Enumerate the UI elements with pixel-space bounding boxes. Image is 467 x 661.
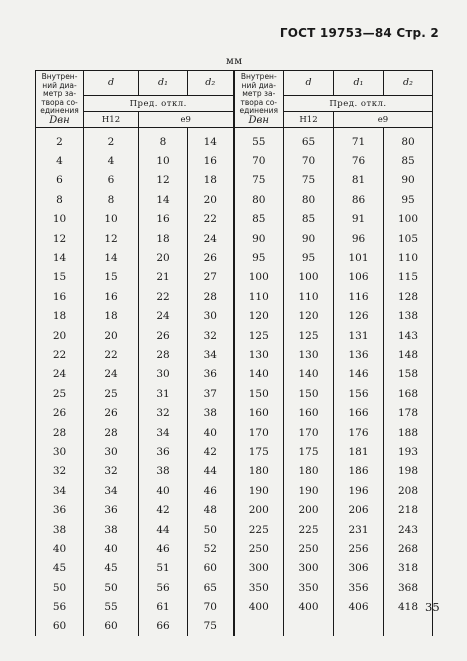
table-cell: 95 bbox=[384, 190, 433, 209]
table-cell: 38 bbox=[188, 403, 234, 422]
table-cell: 22 bbox=[36, 345, 84, 364]
table-cell: 95 bbox=[284, 248, 334, 267]
table-cell: 8 bbox=[139, 128, 188, 152]
table-cell: 206 bbox=[334, 500, 384, 519]
table-cell: 31 bbox=[139, 384, 188, 403]
table-cell: 56 bbox=[139, 578, 188, 597]
table-cell bbox=[284, 617, 334, 636]
right-tol-d: H12 bbox=[284, 112, 334, 128]
table-cell: 50 bbox=[84, 578, 139, 597]
table-cell: 8 bbox=[84, 190, 139, 209]
table-cell: 6 bbox=[84, 171, 139, 190]
table-row bbox=[36, 345, 433, 364]
table-cell: 106 bbox=[334, 268, 384, 287]
table-cell: 200 bbox=[234, 500, 284, 519]
table-cell: 156 bbox=[334, 384, 384, 403]
table-cell: 60 bbox=[84, 617, 139, 636]
table-cell: 130 bbox=[284, 345, 334, 364]
table-cell: 170 bbox=[284, 423, 334, 442]
gost-page-header: ГОСТ 19753—84 Стр. 2 bbox=[279, 26, 439, 40]
table-cell: 22 bbox=[139, 287, 188, 306]
table-cell: 85 bbox=[284, 210, 334, 229]
table-cell: 38 bbox=[84, 520, 139, 539]
table-cell: 46 bbox=[188, 481, 234, 500]
table-cell: 4 bbox=[84, 151, 139, 170]
table-cell: 16 bbox=[36, 287, 84, 306]
table-cell: 356 bbox=[334, 578, 384, 597]
table-cell: 140 bbox=[284, 365, 334, 384]
table-cell: 86 bbox=[334, 190, 384, 209]
table-cell: 85 bbox=[384, 151, 433, 170]
left-row-header-line: твора со- bbox=[41, 97, 78, 107]
table-row bbox=[36, 190, 433, 209]
table-cell: 36 bbox=[84, 500, 139, 519]
table-cell: 105 bbox=[384, 229, 433, 248]
table-cell: 256 bbox=[334, 539, 384, 558]
table-cell: 300 bbox=[234, 559, 284, 578]
table-cell: 20 bbox=[188, 190, 234, 209]
table-cell: 65 bbox=[284, 128, 334, 152]
table-cell: 40 bbox=[84, 539, 139, 558]
table-cell: 160 bbox=[234, 403, 284, 422]
table-cell: 50 bbox=[36, 578, 84, 597]
table-cell: 300 bbox=[284, 559, 334, 578]
table-row bbox=[36, 307, 433, 326]
table-cell: 61 bbox=[139, 597, 188, 616]
table-row bbox=[36, 617, 433, 636]
left-tol-d: H12 bbox=[84, 112, 139, 128]
table-cell: 28 bbox=[84, 423, 139, 442]
table-cell: 75 bbox=[284, 171, 334, 190]
right-row-header-line: твора со- bbox=[240, 97, 278, 107]
table-cell: 418 bbox=[384, 597, 433, 616]
table-cell: 10 bbox=[36, 210, 84, 229]
table-cell: 350 bbox=[284, 578, 334, 597]
table-cell: 40 bbox=[36, 539, 84, 558]
table-cell: 193 bbox=[384, 442, 433, 461]
table-cell: 2 bbox=[36, 128, 84, 152]
table-cell: 143 bbox=[384, 326, 433, 345]
table-cell: 12 bbox=[139, 171, 188, 190]
table-cell: 400 bbox=[234, 597, 284, 616]
table-cell: 25 bbox=[84, 384, 139, 403]
table-cell: 51 bbox=[139, 559, 188, 578]
table-cell: 170 bbox=[234, 423, 284, 442]
table-cell: 80 bbox=[284, 190, 334, 209]
table-cell: 138 bbox=[384, 307, 433, 326]
table-cell: 4 bbox=[36, 151, 84, 170]
table-cell: 60 bbox=[188, 559, 234, 578]
table-cell: 125 bbox=[284, 326, 334, 345]
table-row bbox=[36, 365, 433, 384]
table-cell: 40 bbox=[139, 481, 188, 500]
left-deviation-label: Пред. откл. bbox=[84, 95, 234, 112]
table-cell: 18 bbox=[139, 229, 188, 248]
table-cell: 95 bbox=[234, 248, 284, 267]
table-cell: 125 bbox=[234, 326, 284, 345]
unit-label: мм bbox=[226, 56, 243, 67]
left-row-header-line: единения bbox=[40, 106, 79, 115]
table-cell bbox=[334, 617, 384, 636]
table-cell: 70 bbox=[234, 151, 284, 170]
table-cell: 90 bbox=[284, 229, 334, 248]
table-row bbox=[36, 442, 433, 461]
table-cell: 22 bbox=[188, 210, 234, 229]
table-cell: 34 bbox=[84, 481, 139, 500]
left-row-header-line: Внутрен- bbox=[41, 72, 78, 81]
table-cell: 50 bbox=[188, 520, 234, 539]
table-cell: 42 bbox=[139, 500, 188, 519]
table-cell: 15 bbox=[84, 268, 139, 287]
table-cell: 178 bbox=[384, 403, 433, 422]
table-cell: 101 bbox=[334, 248, 384, 267]
table-cell: 80 bbox=[234, 190, 284, 209]
right-row-header-line: метр за- bbox=[242, 89, 276, 98]
right-row-header bbox=[234, 71, 284, 128]
table-cell: 14 bbox=[84, 248, 139, 267]
table-cell: 55 bbox=[84, 597, 139, 616]
table-cell: 166 bbox=[334, 403, 384, 422]
table-row bbox=[36, 210, 433, 229]
table-cell: 20 bbox=[36, 326, 84, 345]
table-cell: 116 bbox=[334, 287, 384, 306]
table-cell: 175 bbox=[234, 442, 284, 461]
table-header bbox=[36, 71, 433, 128]
table-row bbox=[36, 539, 433, 558]
table-row bbox=[36, 248, 433, 267]
table-cell: 27 bbox=[188, 268, 234, 287]
table-cell: 175 bbox=[284, 442, 334, 461]
table-cell: 115 bbox=[384, 268, 433, 287]
left-col-d1: d₁ bbox=[139, 71, 188, 96]
table-cell: 44 bbox=[139, 520, 188, 539]
table-cell: 100 bbox=[384, 210, 433, 229]
table-cell: 38 bbox=[36, 520, 84, 539]
table-cell: 46 bbox=[139, 539, 188, 558]
table-cell: 90 bbox=[384, 171, 433, 190]
table-cell: 16 bbox=[188, 151, 234, 170]
table-cell: 200 bbox=[284, 500, 334, 519]
table-cell: 196 bbox=[334, 481, 384, 500]
table-cell: 90 bbox=[234, 229, 284, 248]
table-cell: 40 bbox=[188, 423, 234, 442]
table-cell: 44 bbox=[188, 462, 234, 481]
table-cell: 36 bbox=[36, 500, 84, 519]
table-cell: 55 bbox=[234, 128, 284, 152]
table-row bbox=[36, 500, 433, 519]
table-cell: 400 bbox=[284, 597, 334, 616]
right-row-header-line: единения bbox=[239, 106, 278, 115]
table-cell: 14 bbox=[188, 128, 234, 152]
table-cell: 231 bbox=[334, 520, 384, 539]
table-cell: 32 bbox=[36, 462, 84, 481]
table-cell: 190 bbox=[234, 481, 284, 500]
table-cell: 20 bbox=[139, 248, 188, 267]
table-cell: 186 bbox=[334, 462, 384, 481]
left-tol-d2: e9 bbox=[139, 112, 234, 128]
table-row bbox=[36, 481, 433, 500]
table-cell: 250 bbox=[234, 539, 284, 558]
table-cell: 140 bbox=[234, 365, 284, 384]
table-row bbox=[36, 520, 433, 539]
left-row-header bbox=[36, 71, 84, 128]
table-cell: 71 bbox=[334, 128, 384, 152]
table-cell: 6 bbox=[36, 171, 84, 190]
table-cell: 30 bbox=[84, 442, 139, 461]
right-col-d2: d₂ bbox=[384, 71, 433, 96]
left-row-header-symbol: Dвн bbox=[49, 114, 70, 126]
table-cell: 2 bbox=[84, 128, 139, 152]
table-cell: 75 bbox=[188, 617, 234, 636]
table-cell: 110 bbox=[284, 287, 334, 306]
table-cell: 48 bbox=[188, 500, 234, 519]
table-cell: 45 bbox=[84, 559, 139, 578]
right-deviation-label: Пред. откл. bbox=[284, 95, 433, 112]
table-cell: 306 bbox=[334, 559, 384, 578]
table-cell bbox=[384, 617, 433, 636]
table-cell: 180 bbox=[284, 462, 334, 481]
table-cell: 28 bbox=[36, 423, 84, 442]
right-col-d1: d₁ bbox=[334, 71, 384, 96]
table-cell: 110 bbox=[234, 287, 284, 306]
table-cell: 28 bbox=[188, 287, 234, 306]
left-row-header-line: ний диа- bbox=[42, 80, 77, 90]
table-cell: 218 bbox=[384, 500, 433, 519]
table-cell: 52 bbox=[188, 539, 234, 558]
table-cell: 10 bbox=[84, 210, 139, 229]
table-cell: 158 bbox=[384, 365, 433, 384]
left-col-d2: d₂ bbox=[188, 71, 234, 96]
table-cell: 70 bbox=[188, 597, 234, 616]
page-number: 35 bbox=[425, 600, 440, 614]
table-cell bbox=[234, 617, 284, 636]
table-cell: 20 bbox=[84, 326, 139, 345]
table-row bbox=[36, 423, 433, 442]
table-cell: 56 bbox=[36, 597, 84, 616]
table-cell: 18 bbox=[188, 171, 234, 190]
table-cell: 150 bbox=[234, 384, 284, 403]
table-cell: 100 bbox=[234, 268, 284, 287]
table-cell: 225 bbox=[284, 520, 334, 539]
table-cell: 38 bbox=[139, 462, 188, 481]
table-cell: 250 bbox=[284, 539, 334, 558]
table-row bbox=[36, 326, 433, 345]
table-cell: 26 bbox=[84, 403, 139, 422]
table-cell: 120 bbox=[234, 307, 284, 326]
table-cell: 14 bbox=[139, 190, 188, 209]
table-cell: 350 bbox=[234, 578, 284, 597]
table-cell: 32 bbox=[139, 403, 188, 422]
table-cell: 26 bbox=[188, 248, 234, 267]
table-cell: 100 bbox=[284, 268, 334, 287]
table-cell: 146 bbox=[334, 365, 384, 384]
table-cell: 75 bbox=[234, 171, 284, 190]
table-cell: 176 bbox=[334, 423, 384, 442]
table-cell: 130 bbox=[234, 345, 284, 364]
table-cell: 25 bbox=[36, 384, 84, 403]
table-cell: 26 bbox=[36, 403, 84, 422]
table-cell: 150 bbox=[284, 384, 334, 403]
table-row bbox=[36, 462, 433, 481]
table-row bbox=[36, 229, 433, 248]
table-cell: 12 bbox=[36, 229, 84, 248]
table-cell: 18 bbox=[84, 307, 139, 326]
table-cell: 10 bbox=[139, 151, 188, 170]
table-cell: 60 bbox=[36, 617, 84, 636]
table-row bbox=[36, 268, 433, 287]
table-cell: 96 bbox=[334, 229, 384, 248]
table-cell: 70 bbox=[284, 151, 334, 170]
table-cell: 91 bbox=[334, 210, 384, 229]
table-row bbox=[36, 384, 433, 403]
left-col-d: d bbox=[84, 71, 139, 96]
table-cell: 36 bbox=[139, 442, 188, 461]
table-cell: 30 bbox=[188, 307, 234, 326]
table-cell: 81 bbox=[334, 171, 384, 190]
table-cell: 120 bbox=[284, 307, 334, 326]
table-cell: 131 bbox=[334, 326, 384, 345]
left-row-header-line: метр за- bbox=[42, 89, 77, 98]
right-row-header-line: ний диа- bbox=[241, 80, 276, 90]
table-cell: 128 bbox=[384, 287, 433, 306]
table-cell: 32 bbox=[188, 326, 234, 345]
table-cell: 318 bbox=[384, 559, 433, 578]
table-cell: 160 bbox=[284, 403, 334, 422]
table-cell: 8 bbox=[36, 190, 84, 209]
table-row bbox=[36, 171, 433, 190]
table-cell: 406 bbox=[334, 597, 384, 616]
table-cell: 126 bbox=[334, 307, 384, 326]
dimensions-table bbox=[35, 70, 433, 636]
table-cell: 268 bbox=[384, 539, 433, 558]
table-cell: 80 bbox=[384, 128, 433, 152]
table-cell: 16 bbox=[139, 210, 188, 229]
table-cell: 85 bbox=[234, 210, 284, 229]
table-cell: 180 bbox=[234, 462, 284, 481]
table-cell: 24 bbox=[139, 307, 188, 326]
table-cell: 243 bbox=[384, 520, 433, 539]
table-cell: 24 bbox=[188, 229, 234, 248]
table-cell: 188 bbox=[384, 423, 433, 442]
table-cell: 16 bbox=[84, 287, 139, 306]
table-cell: 225 bbox=[234, 520, 284, 539]
right-tol-d2: e9 bbox=[334, 112, 433, 128]
right-row-header-symbol: Dвн bbox=[248, 114, 269, 126]
table-cell: 66 bbox=[139, 617, 188, 636]
table-row bbox=[36, 403, 433, 422]
table-cell: 148 bbox=[384, 345, 433, 364]
table-cell: 32 bbox=[84, 462, 139, 481]
table-cell: 76 bbox=[334, 151, 384, 170]
table-cell: 14 bbox=[36, 248, 84, 267]
table-cell: 45 bbox=[36, 559, 84, 578]
table-cell: 24 bbox=[84, 365, 139, 384]
table-cell: 42 bbox=[188, 442, 234, 461]
table-cell: 181 bbox=[334, 442, 384, 461]
table-row bbox=[36, 287, 433, 306]
table-cell: 368 bbox=[384, 578, 433, 597]
table-cell: 12 bbox=[84, 229, 139, 248]
table-body bbox=[36, 128, 433, 637]
right-col-d: d bbox=[284, 71, 334, 96]
table-cell: 37 bbox=[188, 384, 234, 403]
table-cell: 24 bbox=[36, 365, 84, 384]
table-cell: 15 bbox=[36, 268, 84, 287]
table-cell: 110 bbox=[384, 248, 433, 267]
table-cell: 65 bbox=[188, 578, 234, 597]
table-cell: 30 bbox=[36, 442, 84, 461]
table-cell: 34 bbox=[139, 423, 188, 442]
table-cell: 30 bbox=[139, 365, 188, 384]
table-cell: 36 bbox=[188, 365, 234, 384]
table-cell: 136 bbox=[334, 345, 384, 364]
table-row bbox=[36, 597, 433, 616]
table-cell: 34 bbox=[188, 345, 234, 364]
table-cell: 21 bbox=[139, 268, 188, 287]
table-cell: 34 bbox=[36, 481, 84, 500]
table-cell: 22 bbox=[84, 345, 139, 364]
table-cell: 168 bbox=[384, 384, 433, 403]
table-cell: 198 bbox=[384, 462, 433, 481]
table-cell: 18 bbox=[36, 307, 84, 326]
table-cell: 208 bbox=[384, 481, 433, 500]
table-cell: 26 bbox=[139, 326, 188, 345]
table-cell: 190 bbox=[284, 481, 334, 500]
table-row bbox=[36, 151, 433, 170]
table-cell: 28 bbox=[139, 345, 188, 364]
table-row bbox=[36, 128, 433, 152]
table-row bbox=[36, 578, 433, 597]
table-row bbox=[36, 559, 433, 578]
right-row-header-line: Внутрен- bbox=[240, 72, 277, 81]
